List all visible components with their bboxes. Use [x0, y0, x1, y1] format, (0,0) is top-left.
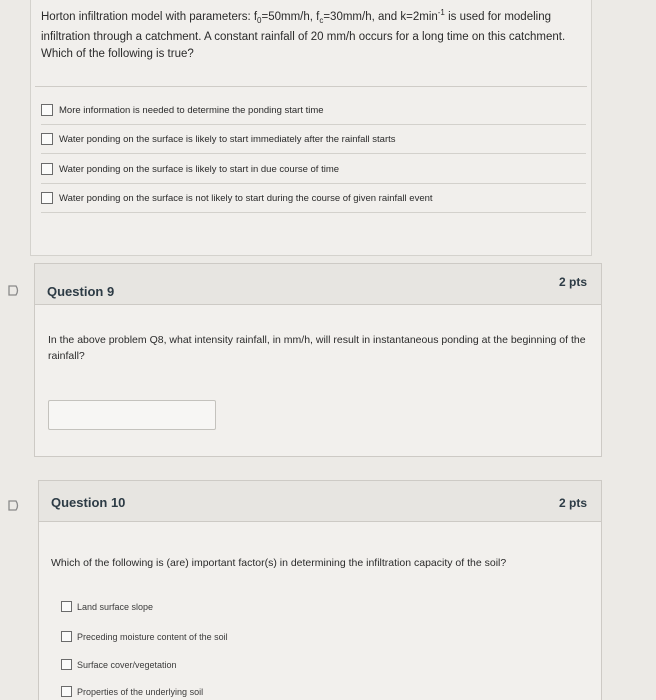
checkbox[interactable]: [41, 192, 53, 204]
question-9-card: [34, 263, 602, 457]
question-10-option-1[interactable]: [61, 601, 153, 612]
option-label: Water ponding on the surface is not likely to start during the course of given rainfall event: [59, 192, 433, 204]
option-label: More information is needed to determine the ponding start time: [59, 104, 324, 116]
option-label: Water ponding on the surface is likely to start immediately after the rainfall starts: [59, 133, 396, 145]
option-label: Preceding moisture content of the soil: [77, 631, 228, 642]
checkbox[interactable]: [61, 659, 72, 670]
question-9-text: In the above problem Q8, what intensity rainfall, in mm/h, will result in instantaneous ponding at the beginning of the rainfall?: [48, 334, 586, 362]
flag-icon[interactable]: [8, 285, 20, 296]
option-label: Surface cover/vegetation: [77, 659, 177, 670]
question-8-text: Horton infiltration model with parameters: $f_0=50mm/h$, $f_c=30mm/h$, and $k=2\min^{-1}$ is used for modeling infiltration through a catchment. A constant rainfall of 20 mm/h occurs for a long time on this catchment. Which of the following is true?: [41, 8, 566, 61]
question-8-option-4[interactable]: [41, 184, 586, 213]
question-8-option-3[interactable]: [41, 155, 586, 184]
option-label: Water ponding on the surface is likely to start in due course of time: [59, 163, 340, 175]
question-10-text: Which of the following is (are) important factor(s) in determining the infiltration capacity of the soil?: [51, 557, 507, 569]
question-10-option-4[interactable]: [61, 686, 203, 697]
option-label: Land surface slope: [77, 601, 154, 612]
question-9-header: [35, 264, 601, 305]
option-label: Properties of the underlying soil: [77, 686, 204, 697]
question-8-option-2[interactable]: [41, 125, 586, 154]
checkbox[interactable]: [61, 631, 72, 642]
question-title: Question 9: [47, 284, 115, 299]
checkbox[interactable]: [61, 601, 72, 612]
question-10-option-2[interactable]: [61, 631, 228, 642]
question-8-card: [30, 0, 592, 256]
flag-icon[interactable]: [8, 500, 20, 511]
checkbox[interactable]: [41, 104, 53, 116]
question-8-option-1[interactable]: [41, 96, 586, 125]
question-title: Question 10: [51, 495, 126, 510]
divider: [35, 86, 587, 87]
question-10-option-3[interactable]: [61, 659, 177, 670]
answer-input[interactable]: [48, 400, 216, 430]
question-points: 2 pts: [558, 496, 587, 510]
question-points: 2 pts: [558, 275, 587, 289]
checkbox[interactable]: [41, 133, 53, 145]
checkbox[interactable]: [41, 163, 53, 175]
checkbox[interactable]: [61, 686, 72, 697]
question-10-header: [39, 481, 601, 522]
question-10-card: [38, 480, 602, 700]
